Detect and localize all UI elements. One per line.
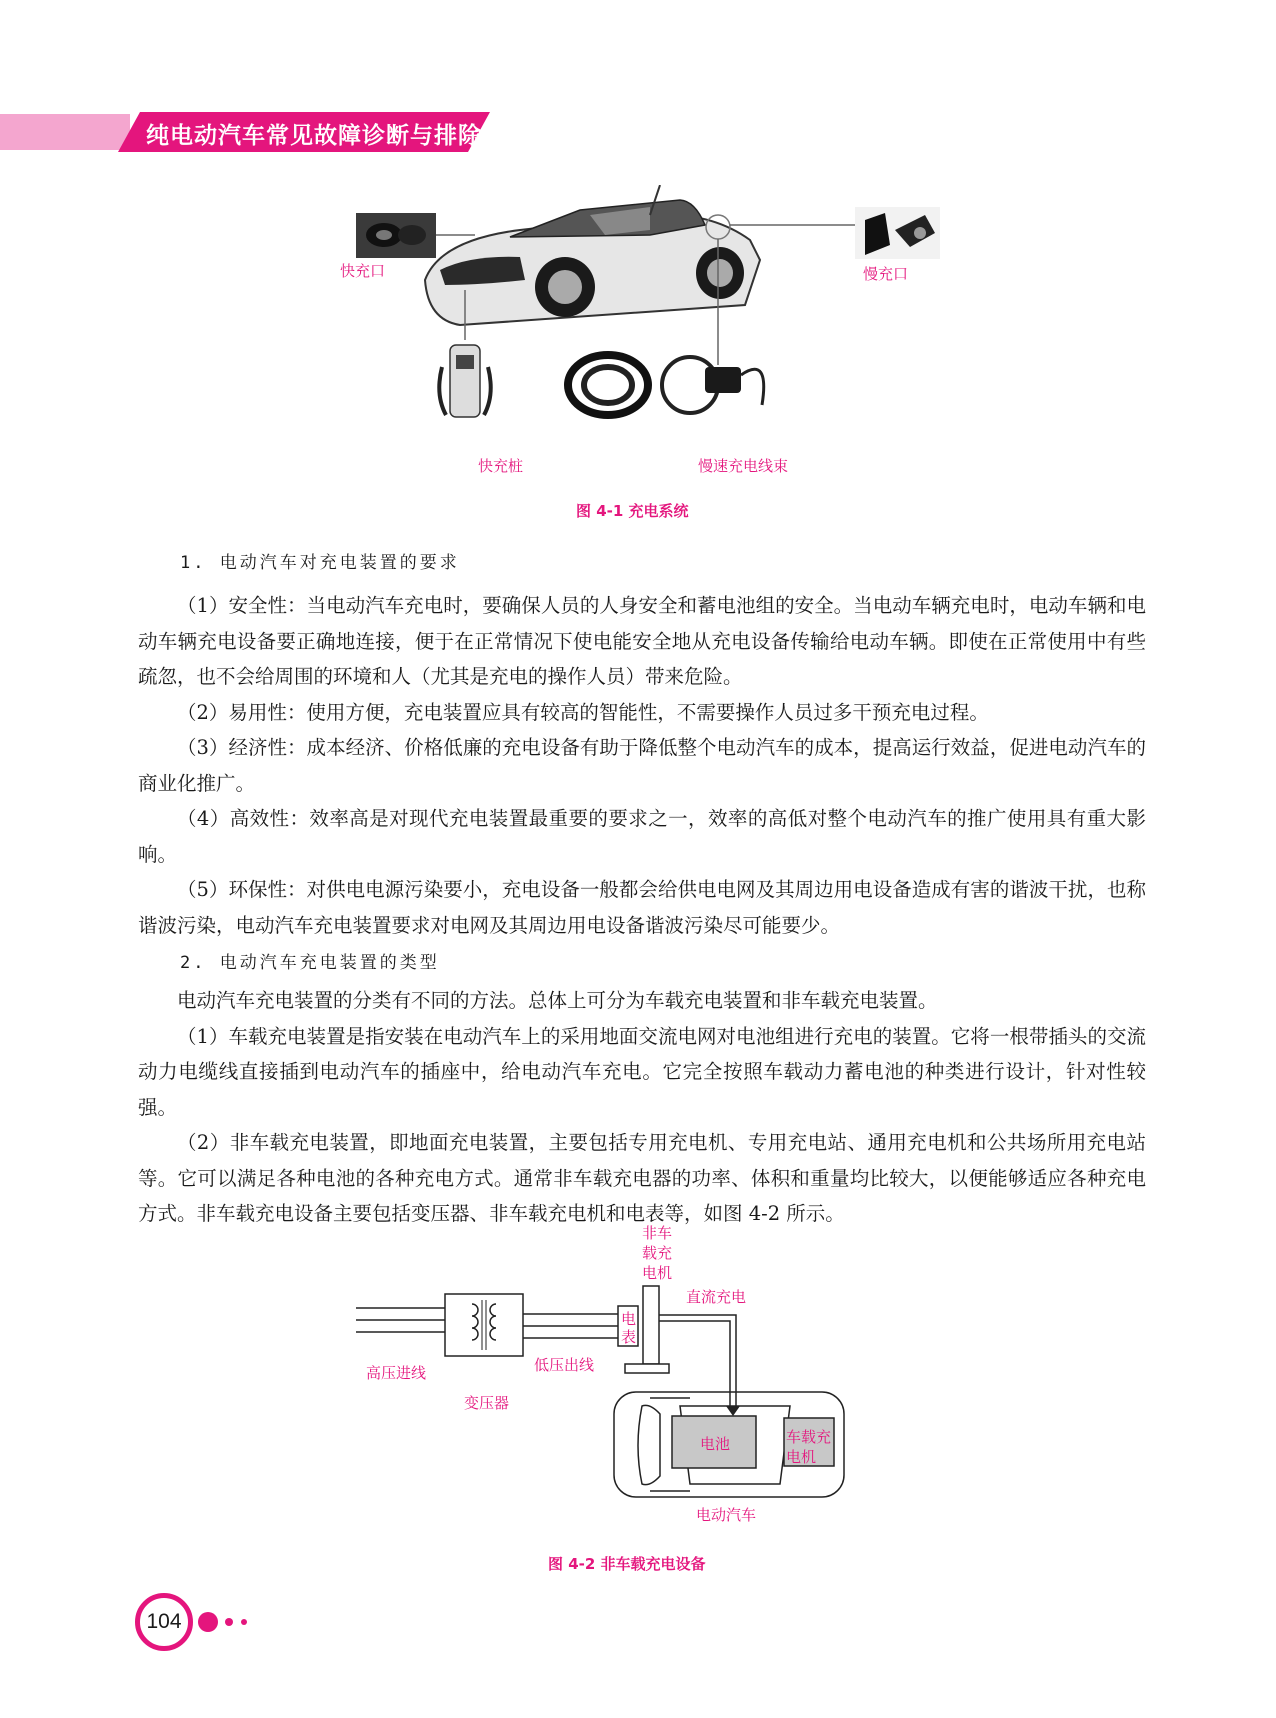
charging-system-illustration xyxy=(350,185,940,485)
transformer-symbol xyxy=(445,1294,523,1356)
label-fast-port: 快充口 xyxy=(340,262,386,280)
page-number-text: 104 xyxy=(146,1610,182,1633)
fast-port-photo xyxy=(356,213,436,258)
header-stripe xyxy=(0,114,130,150)
label-low-voltage-out: 低压出线 xyxy=(534,1356,595,1374)
label-offboard-charger-1: 非车 xyxy=(642,1224,673,1242)
label-slow-cable: 慢速充电线束 xyxy=(698,457,789,475)
low-voltage-lines xyxy=(523,1314,618,1338)
figure-offboard-charging xyxy=(350,1224,950,1528)
label-slow-port: 慢充口 xyxy=(863,265,909,283)
paragraph: 电动汽车充电装置的分类有不同的方法。总体上可分为车载充电装置和非车载充电装置。 xyxy=(177,989,938,1012)
label-onboard-charger-1: 车载充 xyxy=(786,1428,832,1446)
car-illustration xyxy=(425,185,760,325)
page-header xyxy=(0,112,500,152)
decorative-dot-small xyxy=(241,1619,247,1625)
label-battery: 电池 xyxy=(700,1435,731,1453)
decorative-dot-large xyxy=(198,1612,218,1632)
dc-arrow xyxy=(726,1406,740,1416)
label-onboard-charger-2: 电机 xyxy=(786,1448,817,1466)
label-high-voltage-in: 高压进线 xyxy=(366,1364,427,1382)
figure-charging-system xyxy=(340,185,940,485)
paragraph: （4）高效性：效率高是对现代充电装置最重要的要求之一，效率的高低对整个电动汽车的推广使用具有重大影响。 xyxy=(138,807,1146,866)
paragraph: （1）安全性：当电动汽车充电时，要确保人员的人身安全和蓄电池组的安全。当电动车辆充电时，电动车辆和电动车辆充电设备要正确地连接，便于在正常情况下使电能安全地从充电设备传输给电动车辆。即使在正常使用中有些疏忽，也不会给周围的环境和人（尤其是充电的操作人员）带来危险。 xyxy=(138,594,1146,688)
paragraph: （3）经济性：成本经济、价格低廉的充电设备有助于降低整个电动汽车的成本，提高运行效益，促进电动汽车的商业化推广。 xyxy=(138,736,1146,795)
section2-heading: 2. 电动汽车充电装置的类型 xyxy=(180,953,440,973)
figure2-caption: 图 4-2 非车载充电设备 xyxy=(548,1555,706,1573)
label-dc-charging: 直流充电 xyxy=(686,1288,747,1306)
high-voltage-lines xyxy=(356,1308,445,1332)
label-fast-pile: 快充桩 xyxy=(478,457,524,475)
fast-pile-photo xyxy=(439,345,490,417)
page-number xyxy=(135,1593,193,1651)
slow-cable-photo xyxy=(568,355,764,415)
decorative-dot-medium xyxy=(225,1618,233,1626)
label-offboard-charger-3: 电机 xyxy=(642,1264,673,1282)
book-title: 纯电动汽车常见故障诊断与排除 xyxy=(146,123,482,149)
label-meter-1: 电 xyxy=(621,1310,637,1328)
offboard-charger-base xyxy=(625,1364,669,1373)
slow-port-photo xyxy=(855,207,940,259)
section2-body xyxy=(138,983,1146,1232)
paragraph: （2）易用性：使用方便，充电装置应具有较高的智能性，不需要操作人员过多干预充电过程。 xyxy=(177,700,989,724)
paragraph: （5）环保性：对供电电源污染要小，充电设备一般都会给供电电网及其周边用电设备造成有害的谐波干扰，也称谐波污染，电动汽车充电装置要求对电网及其周边用电设备谐波污染尽可能要少。 xyxy=(138,878,1146,937)
offboard-charger-box xyxy=(643,1286,659,1364)
section1-body xyxy=(138,588,1146,943)
label-transformer: 变压器 xyxy=(464,1394,510,1412)
label-ev: 电动汽车 xyxy=(696,1506,757,1524)
paragraph: （1）车载充电装置是指安装在电动汽车上的采用地面交流电网对电池组进行充电的装置。它将一根带插头的交流动力电缆线直接插到电动汽车的插座中，给电动汽车充电。它完全按照车载动力蓄电池的种类进行设计，针对性较强。 xyxy=(138,1024,1146,1119)
figure1-caption: 图 4-1 充电系统 xyxy=(576,502,689,520)
label-meter-2: 表 xyxy=(621,1328,637,1346)
label-offboard-charger-2: 载充 xyxy=(642,1244,673,1262)
section1-heading: 1. 电动汽车对充电装置的要求 xyxy=(180,553,460,573)
paragraph: （2）非车载充电装置，即地面充电装置，主要包括专用充电机、专用充电站、通用充电机和公共场所用充电站等。它可以满足各种电池的各种充电方式。通常非车载充电器的功率、体积和重量均比较大，以便能够适应各种充电方式。非车载充电设备主要包括变压器、非车载充电机和电表等，如图 4-2 所示。 xyxy=(138,1131,1146,1225)
